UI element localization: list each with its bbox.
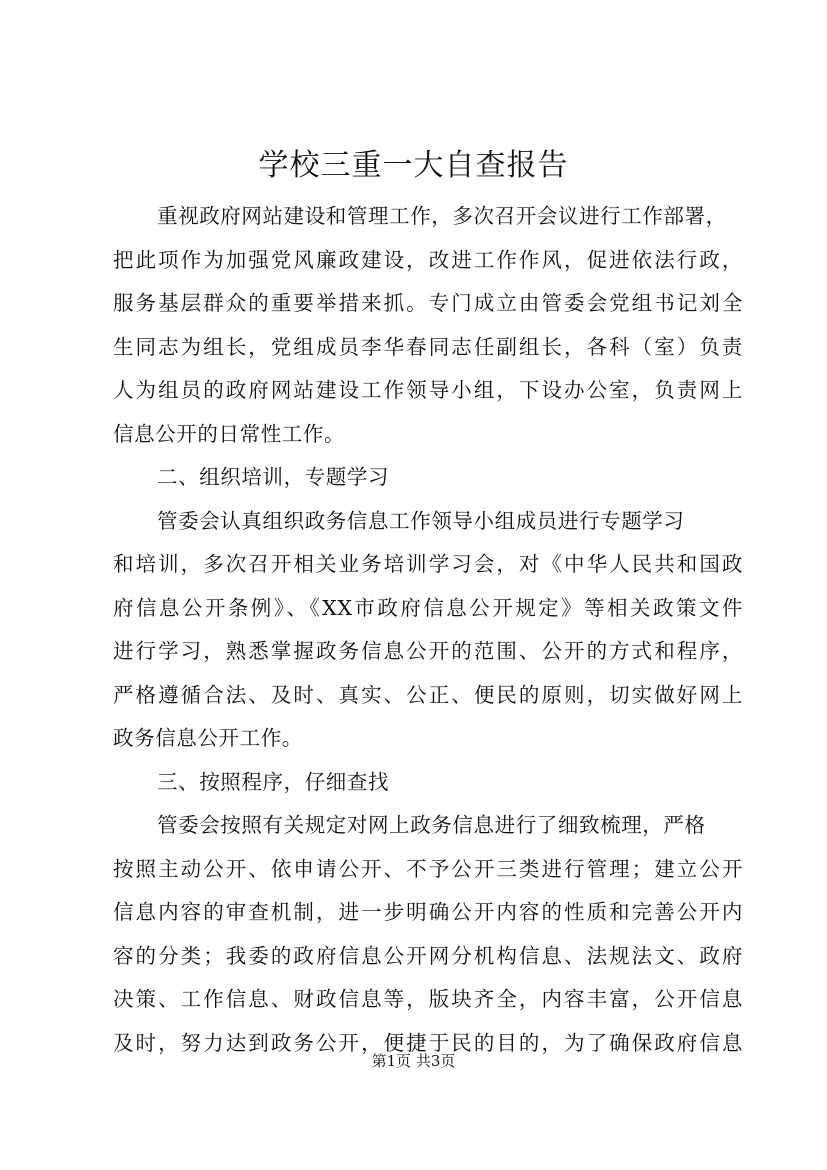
text-line: 信息公开的日常性工作。 bbox=[113, 421, 346, 446]
text-line: 生同志为组长，党组成员李华春同志任副组长，各科（室）负责 bbox=[113, 334, 743, 359]
text-line: 和培训，多次召开相关业务培训学习会，对《中华人民共和国政 bbox=[113, 552, 743, 576]
text-line: 决策、工作信息、财政信息等，版块齐全，内容丰富，公开信息 bbox=[113, 987, 743, 1011]
section-heading: 二、组织培训，专题学习 bbox=[157, 465, 390, 489]
text-line: 政务信息公开工作。 bbox=[113, 726, 303, 750]
text-line: 服务基层群众的重要举措来抓。专门成立由管委会党组书记刘全 bbox=[113, 291, 743, 315]
page-number-footer: 第1页 共3页 bbox=[371, 1052, 456, 1070]
text-line: 府信息公开条例》、《XX市政府信息公开规定》等相关政策文件 bbox=[113, 595, 743, 620]
text-line: 管委会认真组织政务信息工作领导小组成员进行专题学习 bbox=[157, 508, 685, 533]
text-line: 管委会按照有关规定对网上政务信息进行了细致梳理，严格 bbox=[157, 813, 706, 837]
section-heading: 三、按照程序，仔细查找 bbox=[157, 769, 390, 794]
text-line: 信息内容的审查机制，进一步明确公开内容的性质和完善公开内 bbox=[113, 900, 743, 924]
text-line: 严格遵循合法、及时、真实、公正、便民的原则，切实做好网上 bbox=[113, 682, 743, 707]
document-title: 学校三重一大自查报告 bbox=[258, 148, 569, 183]
text-line: 重视政府网站建设和管理工作，多次召开会议进行工作部署， bbox=[157, 204, 727, 228]
text-line: 及时，努力达到政务公开，便捷于民的目的，为了确保政府信息 bbox=[113, 1030, 743, 1055]
text-line: 进行学习，熟悉掌握政务信息公开的范围、公开的方式和程序， bbox=[113, 639, 743, 663]
text-line: 把此项作为加强党风廉政建设，改进工作作风，促进依法行政， bbox=[113, 247, 743, 272]
document-body bbox=[113, 195, 743, 1065]
text-line: 容的分类；我委的政府信息公开网分机构信息、法规法文、政府 bbox=[113, 943, 743, 968]
text-line: 按照主动公开、依申请公开、不予公开三类进行管理；建立公开 bbox=[113, 856, 743, 881]
text-line: 人为组员的政府网站建设工作领导小组，下设办公室，负责网上 bbox=[113, 378, 743, 402]
